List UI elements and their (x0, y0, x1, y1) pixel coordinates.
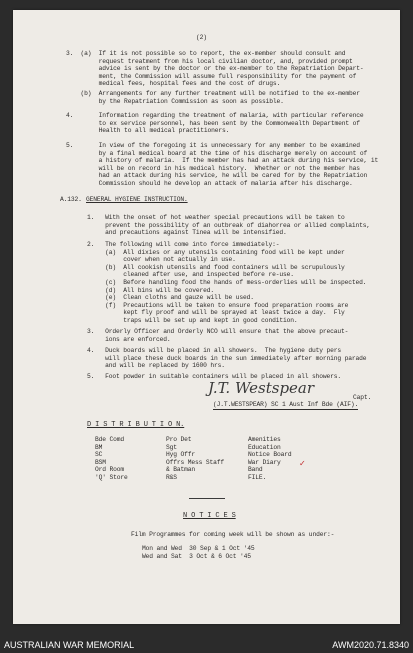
footer-bar (0, 636, 413, 653)
text-line: 3. (a) If it is not possible so to report, the ex-member should consult and (66, 50, 346, 57)
hygiene-item-2 (87, 241, 366, 325)
text-line: (d) All bins will be covered. (87, 286, 215, 294)
text-line: BM (95, 443, 103, 451)
text-line: 5. In view of the foregoing it is unnecessary for any member to be examined (66, 142, 360, 149)
text-line: and will be replaced by 1600 hrs. (87, 362, 225, 370)
text-line: request treatment from his local civilian doctor, and, provided prompt (66, 57, 353, 65)
distribution-col-3 (248, 436, 292, 482)
text-line: Bde Comd (95, 436, 125, 443)
text-line: FILE. (248, 473, 267, 481)
text-line: Band (248, 466, 263, 474)
text-line: Offrs Mess Staff (166, 458, 225, 466)
section-title: GENERAL HYGIENE INSTRUCTION. (86, 196, 188, 203)
text-line: by a final medical board at the time of his discharge merely on account of (66, 149, 368, 157)
page-number: (2) (196, 34, 207, 41)
text-line: will place these duck boards in the sun immediately after morning parade (87, 354, 367, 362)
signature-block: (J.T.WESTSPEAR) SC 1 Aust Inf Bde (AIF). (213, 401, 359, 408)
text-line: 'Q' Store (95, 473, 128, 481)
divider-line (189, 498, 225, 499)
text-line: will be on record in his medical history. Whether or not the member has (66, 164, 360, 172)
text-line: (b) All cookish utensils and food containers will be scrupulously (87, 263, 345, 271)
text-line: had an attack during his service, he will be cared for by the Repatriation (66, 172, 368, 180)
text-line: (a) All dixies or any utensils containing food will be kept under (87, 248, 345, 256)
text-line: Amenities (248, 436, 281, 443)
footer-source: AUSTRALIAN WAR MEMORIAL (4, 640, 135, 650)
text-line: cleaned after use, and inspected before re-use. (87, 271, 294, 279)
document-page (13, 10, 400, 624)
footer-reference: AWM2020.71.8340 (332, 640, 409, 650)
text-line: ment, the Commission will assume full responsibility for the payment of (66, 72, 357, 80)
checkmark-icon: ✓ (299, 459, 306, 468)
text-line: 1. With the onset of hot weather special precautions will be taken to (87, 214, 345, 221)
text-line: Commission should he develop an attack of malaria after his discharge. (66, 179, 353, 187)
hygiene-item-3 (87, 328, 348, 343)
text-line: 4. Duck boards will be placed in all showers. The hygiene duty pers (87, 347, 342, 354)
text-line: BSM (95, 458, 106, 466)
text-line: 2. The following will come into force immediately:- (87, 241, 280, 248)
paragraph-5 (66, 142, 378, 188)
notices-schedule (142, 545, 255, 560)
text-line: Health to all medical practitioners. (66, 127, 230, 135)
hygiene-item-4 (87, 347, 366, 370)
paragraph-3b (66, 90, 360, 105)
text-line: (e) Clean cloths and gauze will be used. (87, 294, 254, 302)
paragraph-3a (66, 50, 364, 88)
text-line: by the Repatriation Commission as soon as possible. (66, 97, 284, 105)
text-line: 3. Orderly Officer and Orderly NCO will ensure that the above precaut- (87, 328, 349, 335)
hygiene-item-1 (87, 214, 370, 237)
text-line: kept fly proof and will be sprayed at least twice a day. Fly (87, 309, 345, 317)
notices-title: N O T I C E S (183, 512, 236, 520)
text-line: Wed and Sat 3 Oct & 6 Oct '45 (142, 552, 251, 560)
text-line: Ord Room (95, 466, 125, 474)
text-line: Mon and Wed 30 Sep & 1 Oct '45 (142, 545, 255, 552)
distribution-title: D I S T R I B U T I O N. (87, 421, 185, 429)
text-line: Education (248, 443, 281, 451)
text-line: (c) Before handling food the hands of mess-orderlies will be inspected. (87, 278, 367, 286)
text-line: War Diary (248, 458, 281, 466)
text-line: a history of malaria. If the member has had an attack during his service, it (66, 157, 379, 165)
text-line: ions are enforced. (87, 335, 171, 343)
text-line: & Batman (166, 466, 196, 474)
text-line: Pro Det (166, 436, 192, 443)
text-line: R&S (166, 473, 177, 481)
text-line: 5. Foot powder in suitable containers will be placed in all showers. (87, 373, 342, 380)
text-line: to ex service personnel, has been sent by the Commonwealth Department of (66, 119, 360, 127)
text-line: traps will be set up and kept in good condition. (87, 316, 298, 324)
text-line: (b) Arrangements for any further treatment will be notified to the ex-member (66, 90, 360, 97)
text-line: Notice Board (248, 451, 292, 459)
text-line: advice is sent by the doctor or the ex-member to the Repatriation Depart- (66, 65, 364, 73)
handwritten-signature: J.T. Westspear (208, 379, 315, 397)
paragraph-4 (66, 112, 364, 135)
text-line: medical fees, hospital fees and the cost of drugs. (66, 80, 281, 88)
text-line: Hyg Offr (166, 451, 196, 459)
distribution-col-2 (166, 436, 224, 482)
notices-text: Film Programmes for coming week will be shown as under:- (131, 531, 335, 538)
section-number: A.132. (60, 196, 82, 203)
text-line: Sgt (166, 443, 177, 451)
distribution-col-1 (95, 436, 128, 482)
text-line: cover when not actually in use. (87, 256, 236, 264)
text-line: prevent the possibility of an outbreak of diahorrea or allied complaints, (87, 221, 371, 229)
text-line: and precautions against Tinea will be intensified. (87, 229, 287, 237)
text-line: SC (95, 451, 103, 459)
text-line: (f) Precautions will be taken to ensure food preparation rooms are (87, 301, 349, 309)
signatory-rank: Capt. (353, 394, 372, 401)
text-line: 4. Information regarding the treatment of malaria, with particular reference (66, 112, 364, 119)
